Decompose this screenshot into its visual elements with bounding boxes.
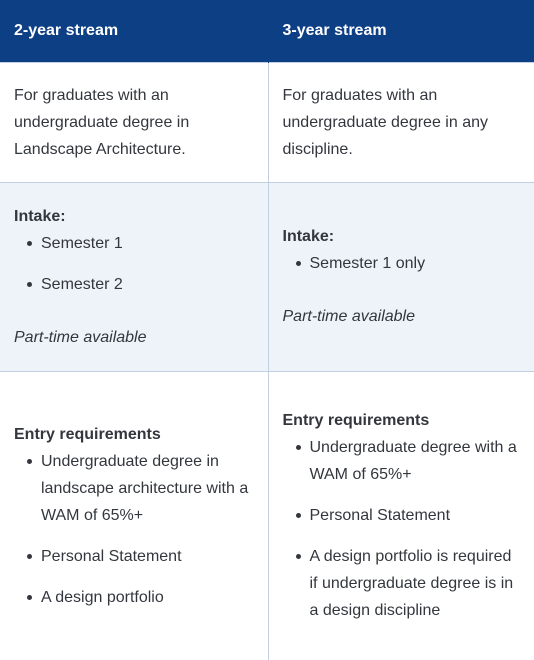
list-item: Undergraduate degree in landscape architecture with a WAM of 65%+: [14, 448, 254, 529]
list-item: Personal Statement: [283, 502, 521, 529]
intake-2-year: [0, 182, 268, 371]
list-item: Semester 1: [14, 230, 254, 257]
description-2-year: For graduates with an undergraduate degree in Landscape Architecture.: [0, 62, 268, 182]
part-time-note: Part-time available: [14, 328, 147, 346]
header-row: [0, 0, 534, 62]
intake-heading: Intake:: [14, 207, 66, 225]
intake-3-year: [268, 182, 534, 371]
list-item: Undergraduate degree with a WAM of 65%+: [283, 434, 521, 488]
description-row: [0, 62, 534, 182]
intake-heading: Intake:: [282, 228, 335, 245]
list-item: Semester 1 only: [283, 250, 521, 277]
list-item: A design portfolio: [14, 584, 254, 611]
description-3-year: For graduates with an undergraduate degree in any discipline.: [268, 62, 534, 182]
list-item: A design portfolio is required if undergraduate degree is in a design discipline: [283, 543, 521, 624]
entry-3-year: [268, 371, 534, 660]
entry-requirements-row: [0, 371, 534, 660]
list-item: Personal Statement: [14, 543, 254, 570]
part-time-note: Part-time available: [282, 308, 415, 325]
intake-list: [283, 250, 521, 277]
entry-list: [14, 448, 254, 611]
entry-heading: Entry requirements: [282, 412, 430, 430]
table-header: [0, 0, 534, 62]
list-item: Semester 2: [14, 271, 254, 298]
header-3-year-stream: 3-year stream: [268, 0, 534, 62]
intake-row: [0, 182, 534, 371]
entry-heading: Entry requirements: [14, 425, 161, 443]
header-2-year-stream: 2-year stream: [0, 0, 268, 62]
entry-list: [283, 434, 521, 624]
entry-2-year: [0, 371, 268, 660]
table-body: [0, 62, 534, 660]
intake-list: [14, 230, 254, 298]
